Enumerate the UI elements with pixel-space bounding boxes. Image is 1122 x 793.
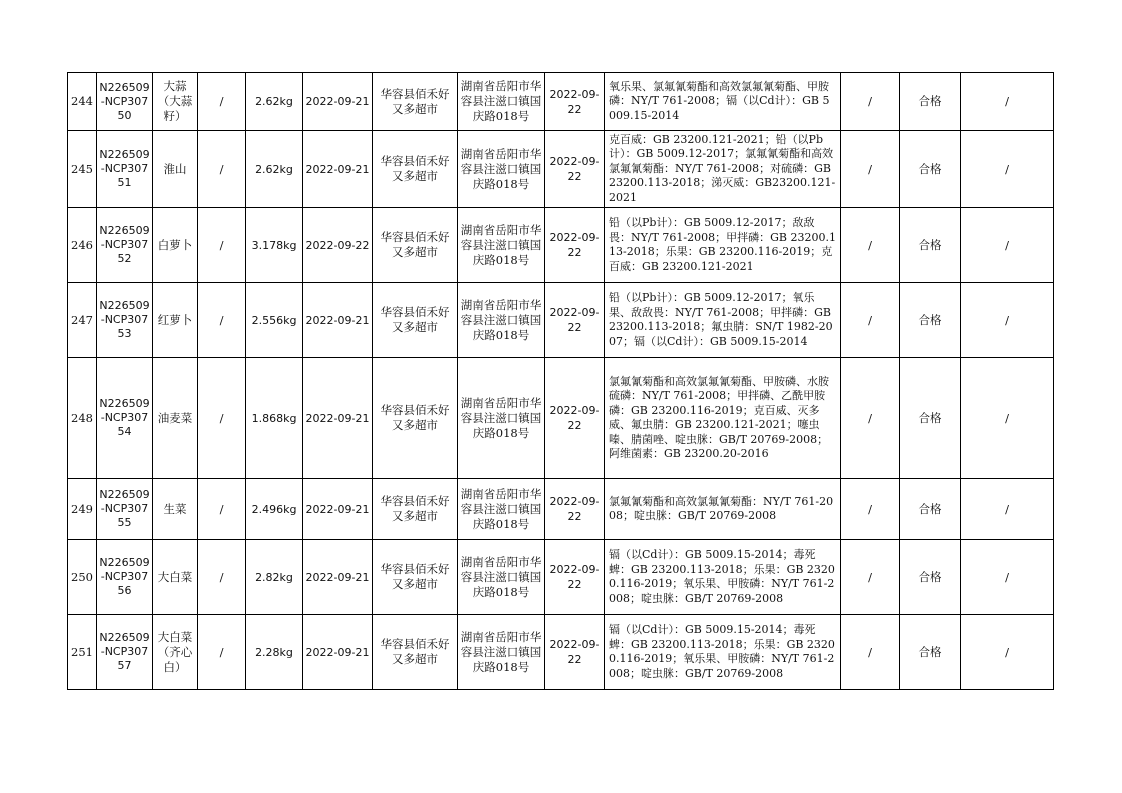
test-standard: 氯氟氰菊酯和高效氯氟氰菊酯：NY/T 761-2008；啶虫脒：GB/T 20769-2008 <box>605 479 841 540</box>
seller-address: 湖南省岳阳市华容县注滋口镇国庆路018号 <box>458 131 545 208</box>
result-cell: 合格 <box>900 131 961 208</box>
seller-name: 华容县佰禾好又多超市 <box>373 73 458 131</box>
row-number: 247 <box>68 283 97 358</box>
sample-code: N226509-NCP30750 <box>97 73 153 131</box>
row-number: 250 <box>68 540 97 615</box>
sampling-date: 2022-09-22 <box>545 208 605 283</box>
seller-address: 湖南省岳阳市华容县注滋口镇国庆路018号 <box>458 73 545 131</box>
table-row <box>68 73 1054 131</box>
remark-cell: / <box>961 283 1054 358</box>
row-number: 244 <box>68 73 97 131</box>
product-name: 生菜 <box>153 479 198 540</box>
test-standard: 氯氟氰菊酯和高效氯氟氰菊酯、甲胺磷、水胺硫磷：NY/T 761-2008；甲拌磷、乙酰甲胺磷：GB 23200.116-2019；克百威、灭多威、氟虫腈：GB 23200.121-2021；噻虫嗪、腈菌唑、啶虫脒：GB/T 20769-2008；阿维菌素：GB 23200.20-2016 <box>605 358 841 479</box>
specification: / <box>198 615 246 690</box>
production-date: 2022-09-21 <box>303 479 373 540</box>
seller-address: 湖南省岳阳市华容县注滋口镇国庆路018号 <box>458 283 545 358</box>
specification: / <box>198 208 246 283</box>
remark-cell: / <box>961 540 1054 615</box>
specification: / <box>198 131 246 208</box>
seller-address: 湖南省岳阳市华容县注滋口镇国庆路018号 <box>458 358 545 479</box>
specification: / <box>198 358 246 479</box>
table-row <box>68 615 1054 690</box>
sample-weight: 2.556kg <box>246 283 303 358</box>
remark-cell: / <box>961 479 1054 540</box>
production-date: 2022-09-21 <box>303 540 373 615</box>
remark-cell: / <box>961 73 1054 131</box>
row-number: 246 <box>68 208 97 283</box>
test-standard: 铅（以Pb计）：GB 5009.12-2017；敌敌畏：NY/T 761-2008；甲拌磷：GB 23200.113-2018；乐果：GB 23200.116-2019；克百威：GB 23200.121-2021 <box>605 208 841 283</box>
sample-code: N226509-NCP30754 <box>97 358 153 479</box>
result-cell: 合格 <box>900 73 961 131</box>
product-name: 大蒜 （大蒜 籽） <box>153 73 198 131</box>
specification: / <box>198 479 246 540</box>
row-number: 249 <box>68 479 97 540</box>
sample-code: N226509-NCP30753 <box>97 283 153 358</box>
sample-weight: 2.28kg <box>246 615 303 690</box>
product-name: 红萝卜 <box>153 283 198 358</box>
trademark-cell: / <box>841 283 900 358</box>
result-cell: 合格 <box>900 540 961 615</box>
test-standard: 克百威：GB 23200.121-2021；铅（以Pb计）：GB 5009.12-2017；氯氟氰菊酯和高效氯氟氰菊酯：NY/T 761-2008；对硫磷：GB 23200.113-2018；涕灭威：GB23200.121-2021 <box>605 131 841 208</box>
row-number: 251 <box>68 615 97 690</box>
test-standard: 氧乐果、氯氟氰菊酯和高效氯氟氰菊酯、甲胺磷：NY/T 761-2008；镉（以Cd计）：GB 5009.15-2014 <box>605 73 841 131</box>
test-standard: 镉（以Cd计）：GB 5009.15-2014；毒死蜱：GB 23200.113-2018；乐果：GB 23200.116-2019；氧乐果、甲胺磷：NY/T 761-2008；啶虫脒：GB/T 20769-2008 <box>605 540 841 615</box>
sampling-date: 2022-09-22 <box>545 540 605 615</box>
result-cell: 合格 <box>900 208 961 283</box>
trademark-cell: / <box>841 615 900 690</box>
remark-cell: / <box>961 358 1054 479</box>
sample-code: N226509-NCP30756 <box>97 540 153 615</box>
seller-name: 华容县佰禾好又多超市 <box>373 283 458 358</box>
sample-code: N226509-NCP30757 <box>97 615 153 690</box>
trademark-cell: / <box>841 358 900 479</box>
seller-name: 华容县佰禾好又多超市 <box>373 479 458 540</box>
production-date: 2022-09-21 <box>303 73 373 131</box>
table-row <box>68 479 1054 540</box>
table-row <box>68 540 1054 615</box>
result-cell: 合格 <box>900 358 961 479</box>
result-cell: 合格 <box>900 283 961 358</box>
seller-name: 华容县佰禾好又多超市 <box>373 208 458 283</box>
seller-address: 湖南省岳阳市华容县注滋口镇国庆路018号 <box>458 479 545 540</box>
product-name: 白萝卜 <box>153 208 198 283</box>
remark-cell: / <box>961 208 1054 283</box>
sample-weight: 2.82kg <box>246 540 303 615</box>
result-cell: 合格 <box>900 615 961 690</box>
row-number: 248 <box>68 358 97 479</box>
sample-weight: 2.62kg <box>246 73 303 131</box>
production-date: 2022-09-21 <box>303 131 373 208</box>
production-date: 2022-09-21 <box>303 283 373 358</box>
product-name: 大白菜 <box>153 540 198 615</box>
sample-code: N226509-NCP30752 <box>97 208 153 283</box>
result-cell: 合格 <box>900 479 961 540</box>
sampling-date: 2022-09-22 <box>545 358 605 479</box>
seller-name: 华容县佰禾好又多超市 <box>373 358 458 479</box>
seller-name: 华容县佰禾好又多超市 <box>373 131 458 208</box>
seller-address: 湖南省岳阳市华容县注滋口镇国庆路018号 <box>458 208 545 283</box>
table-row <box>68 131 1054 208</box>
remark-cell: / <box>961 131 1054 208</box>
row-number: 245 <box>68 131 97 208</box>
sampling-date: 2022-09-22 <box>545 479 605 540</box>
product-name: 大白菜 （齐心 白） <box>153 615 198 690</box>
trademark-cell: / <box>841 208 900 283</box>
sampling-date: 2022-09-22 <box>545 73 605 131</box>
test-standard: 铅（以Pb计）：GB 5009.12-2017；氧乐果、敌敌畏：NY/T 761-2008；甲拌磷：GB 23200.113-2018；氟虫腈：SN/T 1982-2007；镉（以Cd计）：GB 5009.15-2014 <box>605 283 841 358</box>
production-date: 2022-09-22 <box>303 208 373 283</box>
inspection-results-table <box>67 72 1054 690</box>
seller-address: 湖南省岳阳市华容县注滋口镇国庆路018号 <box>458 615 545 690</box>
sample-code: N226509-NCP30755 <box>97 479 153 540</box>
trademark-cell: / <box>841 540 900 615</box>
sample-weight: 3.178kg <box>246 208 303 283</box>
specification: / <box>198 283 246 358</box>
production-date: 2022-09-21 <box>303 358 373 479</box>
sample-weight: 2.62kg <box>246 131 303 208</box>
specification: / <box>198 540 246 615</box>
seller-name: 华容县佰禾好又多超市 <box>373 540 458 615</box>
sampling-date: 2022-09-22 <box>545 283 605 358</box>
table-row <box>68 208 1054 283</box>
trademark-cell: / <box>841 479 900 540</box>
trademark-cell: / <box>841 73 900 131</box>
sampling-date: 2022-09-22 <box>545 615 605 690</box>
seller-address: 湖南省岳阳市华容县注滋口镇国庆路018号 <box>458 540 545 615</box>
product-name: 油麦菜 <box>153 358 198 479</box>
sample-weight: 1.868kg <box>246 358 303 479</box>
trademark-cell: / <box>841 131 900 208</box>
product-name: 淮山 <box>153 131 198 208</box>
test-standard: 镉（以Cd计）：GB 5009.15-2014；毒死蜱：GB 23200.113-2018；乐果：GB 23200.116-2019；氧乐果、甲胺磷：NY/T 761-2008；啶虫脒：GB/T 20769-2008 <box>605 615 841 690</box>
sample-weight: 2.496kg <box>246 479 303 540</box>
specification: / <box>198 73 246 131</box>
seller-name: 华容县佰禾好又多超市 <box>373 615 458 690</box>
sample-code: N226509-NCP30751 <box>97 131 153 208</box>
production-date: 2022-09-21 <box>303 615 373 690</box>
table-row <box>68 283 1054 358</box>
table-row <box>68 358 1054 479</box>
sampling-date: 2022-09-22 <box>545 131 605 208</box>
remark-cell: / <box>961 615 1054 690</box>
